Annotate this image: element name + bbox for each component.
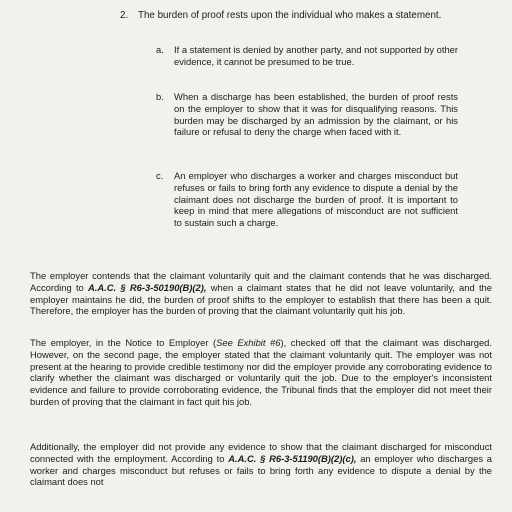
sub-item-a	[156, 44, 458, 68]
sub-item-label: c.	[156, 170, 164, 181]
item-text: The burden of proof rests upon the individual who makes a statement.	[138, 10, 442, 21]
exhibit-reference: See Exhibit #6	[216, 337, 281, 348]
regulation-citation: A.A.C. § R6-3-51190(B)(2)(c),	[228, 452, 357, 464]
paragraph-misconduct	[30, 441, 492, 488]
paragraph-employer-notice	[30, 337, 492, 408]
sub-item-c	[156, 170, 458, 229]
sub-item-text: When a discharge has been established, the burden of proof rests on the employer to show that it was for disqualifying reasons. This burden may be discharged by an admission by the claimant, or his failure or refusal to deny the charge when faced with it.	[174, 91, 458, 138]
sub-item-label: a.	[156, 44, 164, 55]
item-number: 2.	[120, 10, 129, 21]
paragraph-text: Additionally, the employer did not provide any evidence to show that the claimant discharged for misconduct connected with the employment. According to	[30, 441, 492, 464]
sub-item-label: b.	[156, 91, 164, 102]
paragraph-burden-of-proof	[30, 270, 492, 317]
paragraph-text: an employer who discharges a worker and charges misconduct but refuses or fails to bring forth any evidence to dispute a denial by the claimant does not	[30, 452, 492, 488]
paragraph-text: when a claimant states that he did not leave voluntarily, and the employer maintains he did, the burden of proof shifts to the employer to establish that there has been a quit. Therefore, the employer has the burden of proving that the claimant voluntarily quit his job.	[30, 281, 492, 317]
sub-item-b	[156, 91, 458, 138]
paragraph-text: ), checked off that the claimant was discharged. However, on the second page, the employer stated that the claimant voluntarily quit. The employer was not present at the hearing to provide credible testimony nor did the employer provide any corroborating evidence to clarify whether the claimant was discharged or voluntarily quit the job. Due to the employer's inconsistent evidence and failure to provide corroborating evidence, the Tribunal finds that the employer did not meet their burden of proving that the claimant in fact quit his job.	[30, 337, 492, 407]
numbered-item-2	[120, 10, 460, 22]
regulation-citation: A.A.C. § R6-3-50190(B)(2),	[88, 281, 207, 293]
paragraph-text: The employer contends that the claimant voluntarily quit and the claimant contends that he was discharged. According to	[30, 270, 492, 293]
paragraph-text: The employer, in the Notice to Employer (	[30, 337, 217, 348]
sub-item-text: An employer who discharges a worker and charges misconduct but refuses or fails to bring forth any evidence to dispute a denial by the claimant does not discharge the burden of proof. It is important to keep in mind that mere allegations of misconduct are not sufficient to sustain such a charge.	[174, 170, 458, 229]
sub-item-text: If a statement is denied by another party, and not supported by other evidence, it cannot be presumed to be true.	[174, 44, 458, 67]
